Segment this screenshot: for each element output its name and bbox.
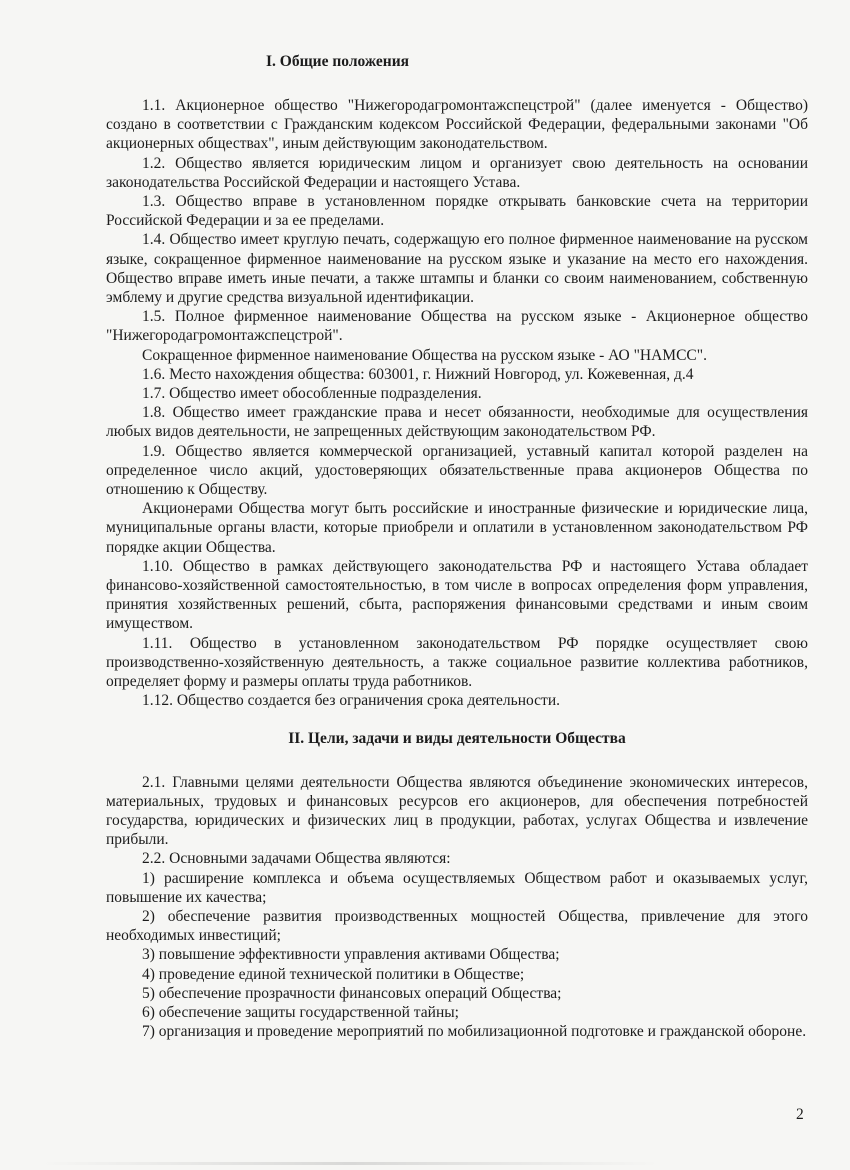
task-item-1: 1) расширение комплекса и объема осуществляемых Обществом работ и оказываемых услуг, повышение их качества;	[106, 869, 808, 906]
paragraph-1-7: 1.7. Общество имеет обособленные подразделения.	[142, 385, 482, 403]
section-1-paragraphs	[106, 96, 808, 711]
section-2-title: II. Цели, задачи и виды деятельности Общества	[288, 729, 626, 747]
task-item-6: 6) обеспечение защиты государственной тайны;	[142, 1003, 459, 1021]
paragraph-1-11: 1.11. Общество в установленном законодательством РФ порядке осуществляет свою производственно-хозяйственную деятельность, а также социальное развитие коллектива работников, определяет форму и размеры оплаты труда работников.	[106, 634, 808, 691]
paragraph-1-10: 1.10. Общество в рамках действующего законодательства РФ и настоящего Устава обладает финансово-хозяйственной самостоятельностью, в том числе в вопросах определения форм управления, принятия хозяйственных решений, сбыта, распоряжения финансовыми средствами и иным своим имуществом.	[106, 557, 808, 633]
paragraph-1-6: 1.6. Место нахождения общества: 603001, г. Нижний Новгород, ул. Кожевенная, д.4	[142, 365, 694, 383]
task-item-4: 4) проведение единой технической политики в Обществе;	[142, 965, 525, 983]
paragraph-2-1: 2.1. Главными целями деятельности Общества являются объединение экономических интересов, материальных, трудовых и финансовых ресурсов его акционеров, для обеспечения потребностей государства, юридических и физических лиц в продукции, работах, услугах Общества и извлечение прибыли.	[106, 773, 808, 849]
task-item-3: 3) повышение эффективности управления активами Общества;	[142, 946, 560, 964]
paragraph-1-3: 1.3. Общество вправе в установленном порядке открывать банковские счета на территории Российской Федерации и за ее пределами.	[106, 193, 808, 230]
paragraph-1-9-shareholders: Акционерами Общества могут быть российские и иностранные физические и юридические лица, муниципальные органы власти, которые приобрели и оплатили в установленном законодательством РФ порядке акции Общества.	[106, 500, 808, 556]
section-1-title: I. Общие положения	[266, 53, 410, 70]
scan-artifact-line	[40, 1162, 660, 1165]
paragraph-1-9: 1.9. Общество является коммерческой организацией, уставный капитал которой разделен на определенное число акций, удостоверяющих обязательственные права акционеров Общества по отношению к Обществу.	[106, 442, 808, 499]
paragraph-1-8: 1.8. Общество имеет гражданские права и несет обязанности, необходимые для осуществления любых видов деятельности, не запрещенных действующим законодательством РФ.	[106, 404, 808, 441]
paragraph-1-12: 1.12. Общество создается без ограничения срока деятельности.	[142, 692, 560, 710]
section-2-paragraphs	[106, 773, 808, 1042]
paragraph-1-5: 1.5. Полное фирменное наименование Общества на русском языке - Акционерное общество "Нижегородагромонтажспецстрой".	[106, 308, 808, 345]
paragraph-1-4: 1.4. Общество имеет круглую печать, содержащую его полное фирменное наименование на русском языке, сокращенное фирменное наименование на русском языке и указание на место его нахождения. Общество вправе иметь иные печати, а также штампы и бланки со своим наименованием, собственную эмблему и другие средства визуальной идентификации.	[106, 231, 808, 307]
task-item-2: 2) обеспечение развития производственных мощностей Общества, привлечение для этого необходимых инвестиций;	[106, 907, 808, 945]
paragraph-1-2: 1.2. Общество является юридическим лицом и организует свою деятельность на основании законодательства Российской Федерации и настоящего Устава.	[106, 154, 808, 191]
task-item-5: 5) обеспечение прозрачности финансовых операций Общества;	[142, 984, 562, 1002]
paragraph-1-5-short-name: Сокращенное фирменное наименование Общества на русском языке - АО "НАМСС".	[142, 346, 707, 364]
task-item-7: 7) организация и проведение мероприятий по мобилизационной подготовке и гражданской обороне.	[142, 1023, 807, 1041]
paragraph-1-1: 1.1. Акционерное общество "Нижегородагромонтажспецстрой" (далее именуется - Общество) создано в соответствии с Гражданским кодексом Российской Федерации, федеральными законами "Об акционерных обществах", иным действующим законодательством.	[106, 97, 808, 153]
paragraph-2-2: 2.2. Основными задачами Общества являются:	[142, 850, 451, 868]
page-number: 2	[796, 1106, 804, 1123]
document-body	[106, 52, 808, 1041]
